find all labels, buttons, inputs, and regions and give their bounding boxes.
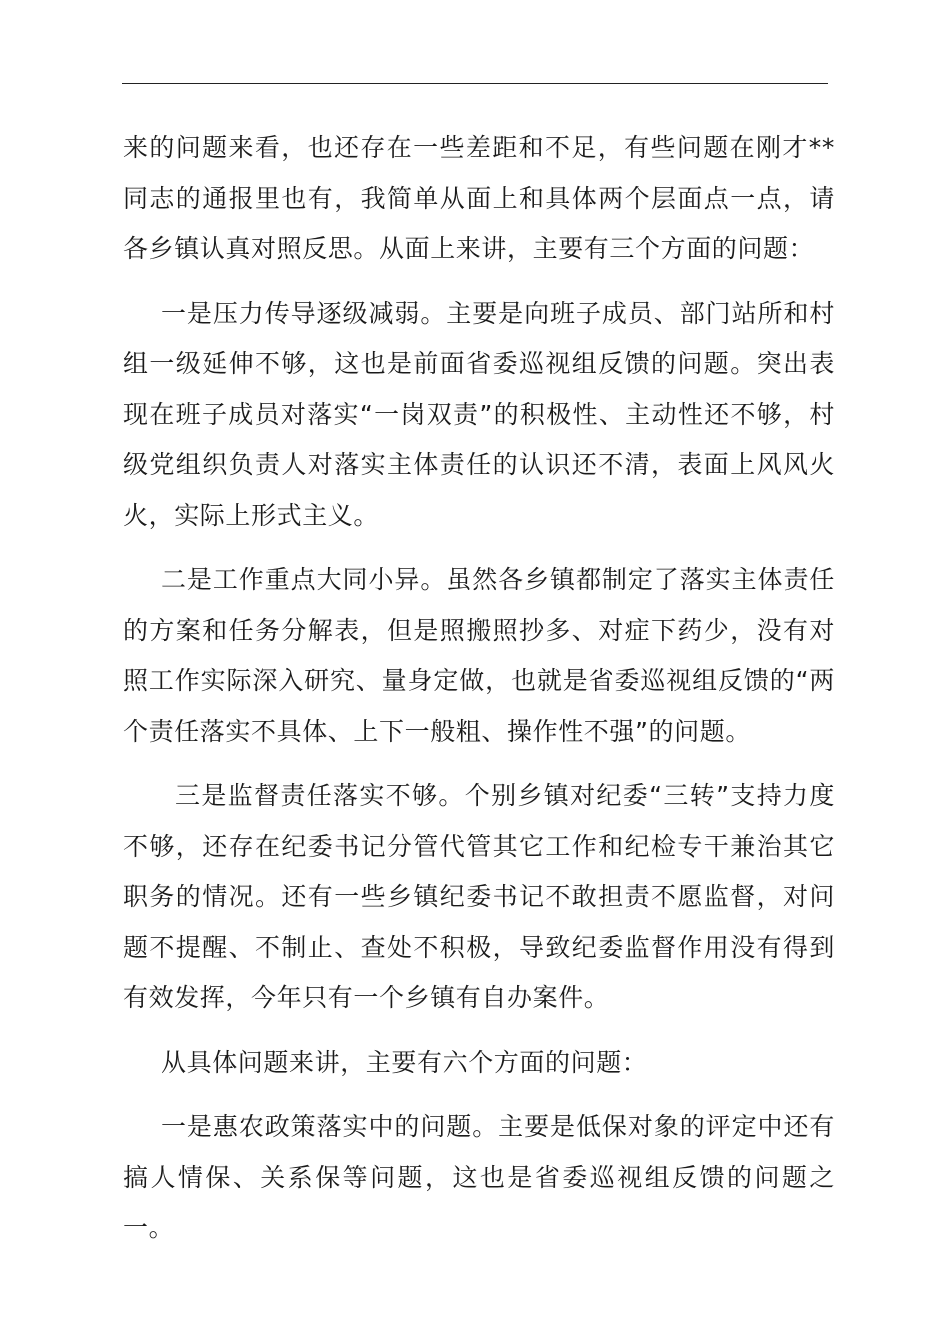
- paragraph-agri-policy: 一是惠农政策落实中的问题。主要是低保对象的评定中还有搞人情保、关系保等问题，这也是省委巡视组反馈的问题之一。: [123, 1112, 835, 1242]
- paragraph-work-focus: 二是工作重点大同小异。虽然各乡镇都制定了落实主体责任的方案和任务分解表，但是照搬照抄多、对症下药少，没有对照工作实际深入研究、量身定做，也就是省委巡视组反馈的“两个责任落实不具体、上下一般粗、操作性不强”的问题。: [123, 565, 835, 746]
- document-body: [123, 123, 835, 1254]
- paragraph-supervision: 三是监督责任落实不够。个别乡镇对纪委“三转”支持力度不够，还存在纪委书记分管代管其它工作和纪检专干兼治其它职务的情况。还有一些乡镇纪委书记不敢担责不愿监督，对问题不提醒、不制止、查处不积极，导致纪委监督作用没有得到有效发挥，今年只有一个乡镇有自办案件。: [123, 781, 835, 1012]
- paragraph-intro: 来的问题来看，也还存在一些差距和不足，有些问题在刚才**同志的通报里也有，我简单从面上和具体两个层面点一点，请各乡镇认真对照反思。从面上来讲，主要有三个方面的问题：: [123, 133, 835, 263]
- paragraph-pressure-transmission: 一是压力传导逐级减弱。主要是向班子成员、部门站所和村组一级延伸不够，这也是前面省委巡视组反馈的问题。突出表现在班子成员对落实“一岗双责”的积极性、主动性还不够，村级党组织负责人对落实主体责任的认识还不清，表面上风风火火，实际上形式主义。: [123, 298, 835, 530]
- header-rule: [122, 83, 828, 84]
- paragraph-specific-issues: 从具体问题来讲，主要有六个方面的问题：: [161, 1047, 648, 1077]
